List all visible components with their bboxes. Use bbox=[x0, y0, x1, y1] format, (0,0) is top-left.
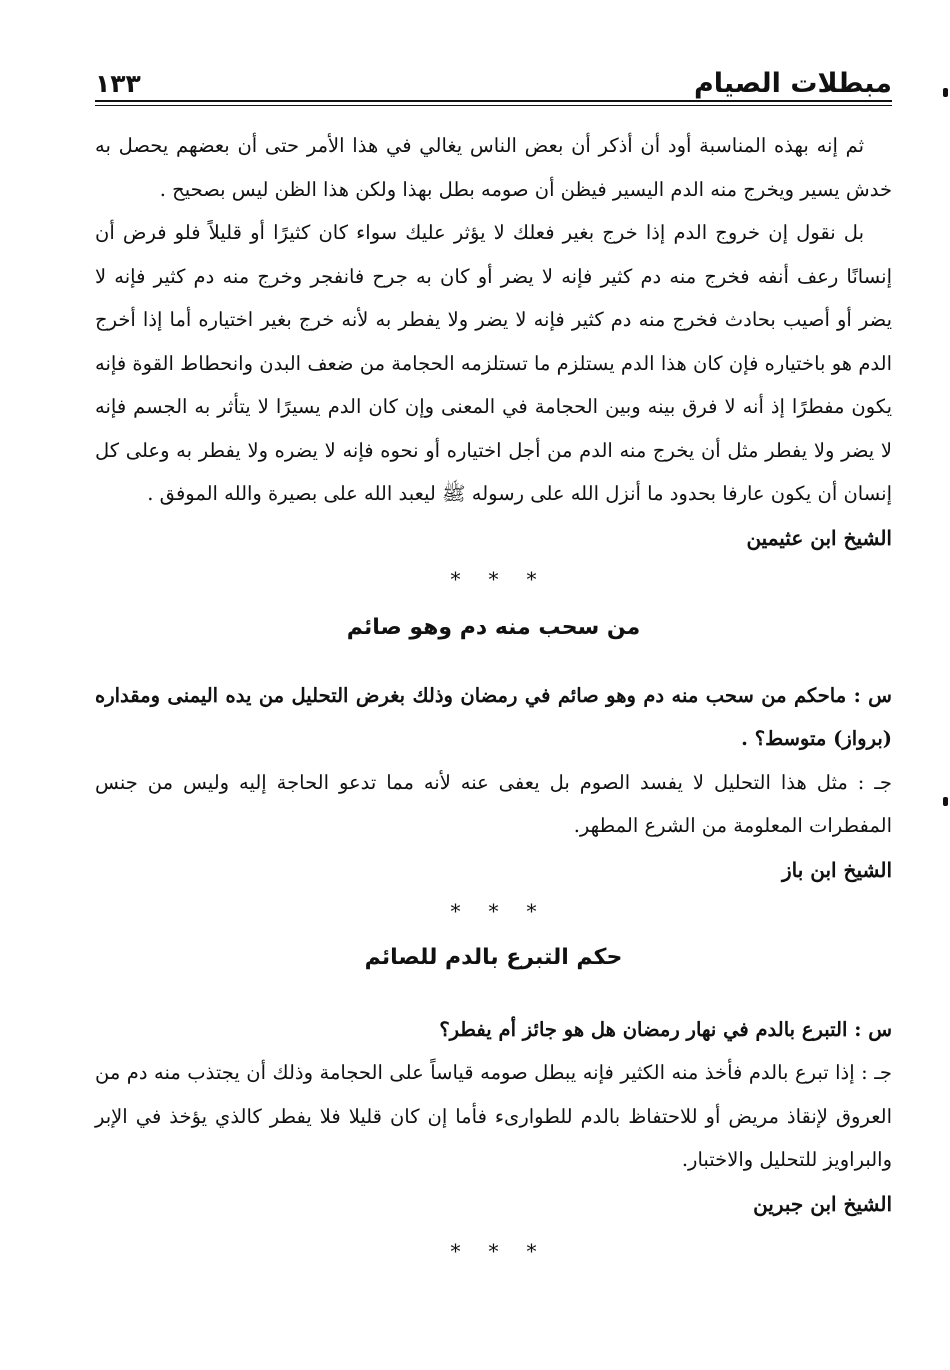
running-header bbox=[95, 60, 892, 102]
section-separator: *** bbox=[450, 1238, 565, 1263]
section-title-blood-donation: حكم التبرع بالدم للصائم bbox=[364, 944, 623, 970]
scan-mark bbox=[943, 88, 948, 97]
question-blood-donation: س : التبرع بالدم في نهار رمضان هل هو جائز أم يفطر؟ bbox=[439, 1017, 892, 1041]
answer-blood-donation: جـ : إذا تبرع بالدم فأخذ منه الكثير فإنه يبطل صومه قياساً على الحجامة وذلك أن يجتذب منه دم من العروق لإنقاذ مريض أو للاحتفاظ بالدم للطوارىء فأما إن كان قليلا فلا يفطر كالذي يؤخذ في الإبر والبراويز للتحليل والاختبار. bbox=[95, 1061, 892, 1171]
running-title: مبطلات الصيام bbox=[693, 68, 892, 99]
signature-ibn-uthaymeen: الشيخ ابن عثيمين bbox=[746, 525, 892, 550]
signature-ibn-baz: الشيخ ابن باز bbox=[781, 857, 892, 882]
intro-paragraph-1: ثم إنه بهذه المناسبة أود أن أذكر أن بعض الناس يغالي في هذا الأمر حتى أن بعضهم يحصل به خدش يسير ويخرج منه الدم اليسير فيظن أن صومه بطل بهذا ولكن هذا الظن ليس بصحيح . bbox=[95, 134, 892, 201]
section-separator: *** bbox=[450, 898, 565, 923]
section-separator: *** bbox=[450, 566, 565, 591]
header-rule-thin bbox=[95, 105, 892, 106]
header-rule bbox=[95, 100, 892, 102]
section-title-blood-drawn: من سحب منه دم وهو صائم bbox=[346, 614, 641, 640]
question-blood-drawn: س : ماحكم من سحب منه دم وهو صائم في رمضان وذلك بغرض التحليل من يده اليمنى ومقداره (برواز) متوسط؟ . bbox=[95, 683, 892, 750]
page-number: ١٣٣ bbox=[95, 69, 141, 98]
signature-ibn-jibreen: الشيخ ابن جبرين bbox=[753, 1191, 892, 1216]
book-page bbox=[95, 60, 892, 1360]
intro-paragraph-2: بل نقول إن خروج الدم إذا خرج بغير فعلك لا يؤثر عليك سواء كان كثيرًا أو قليلاً فلو فرض أن إنسانًا رعف أنفه فخرج منه دم كثير فإنه لا يضر أو كان به جرح فانفجر وخرج منه دم كثير فإنه لا يضر أو أصيب بحادث فخرج منه دم كثير فإنه لا يضر ولا يفطر به لأنه خرج بغير اختياره أما إذا أخرج الدم هو باختياره فإن كان هذا الدم يستلزم ما تستلزمه الحجامة من ضعف البدن وانحطاط القوة فإنه يكون مفطرًا إذ أنه لا فرق بينه وبين الحجامة في المعنى وإن كان الدم يسيرًا لا يتأثر به الجسم فإنه لا يضر ولا يفطر مثل أن يخرج منه الدم من أجل اختياره أو نحوه فإنه لا يضره ولا يفطر به وعلى كل إنسان أن يكون عارفا بحدود ما أنزل الله على رسوله ﷺ ليعبد الله على بصيرة والله الموفق . bbox=[95, 221, 892, 505]
answer-blood-drawn: جـ : مثل هذا التحليل لا يفسد الصوم بل يعفى عنه لأنه مما تدعو الحاجة إليه وليس من جنس المفطرات المعلومة من الشرع المطهر. bbox=[95, 770, 892, 837]
scan-mark bbox=[943, 797, 948, 806]
